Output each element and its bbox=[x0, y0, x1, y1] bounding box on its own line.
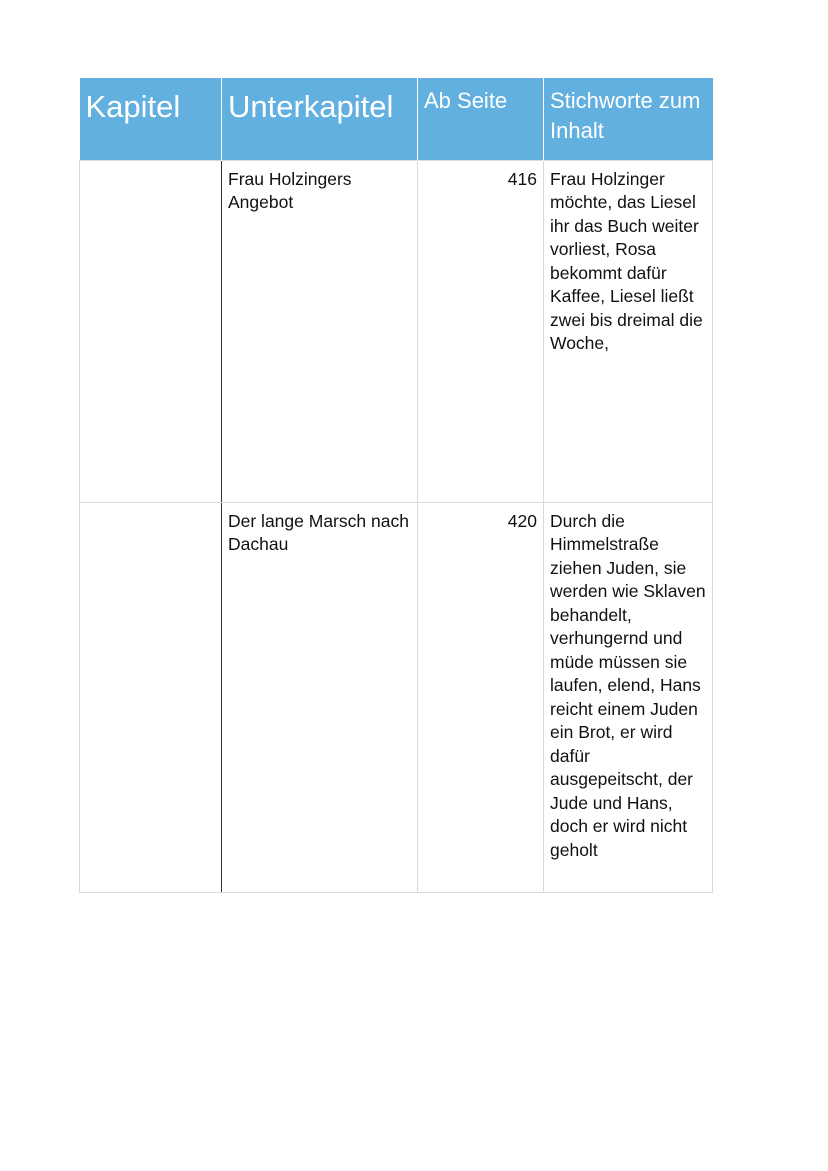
header-stichworte: Stichworte zum Inhalt bbox=[544, 78, 713, 160]
cell-unterkapitel: Der lange Marsch nach Dachau bbox=[222, 502, 418, 892]
table-header-row bbox=[80, 78, 713, 160]
document-page bbox=[79, 78, 712, 893]
cell-unterkapitel: Frau Holzingers Angebot bbox=[222, 160, 418, 502]
cell-stichworte: Frau Holzinger möchte, das Liesel ihr das Buch weiter vorliest, Rosa bekommt dafür Kaffee, Liesel ließt zwei bis dreimal die Woche, bbox=[544, 160, 713, 502]
header-unterkapitel: Unterkapitel bbox=[222, 78, 418, 160]
chapter-table bbox=[79, 78, 713, 893]
table-row bbox=[80, 160, 713, 502]
header-kapitel: Kapitel bbox=[80, 78, 222, 160]
header-ab-seite: Ab Seite bbox=[418, 78, 544, 160]
table-row bbox=[80, 502, 713, 892]
cell-ab-seite: 416 bbox=[418, 160, 544, 502]
cell-stichworte: Durch die Himmelstraße ziehen Juden, sie werden wie Sklaven behandelt, verhungernd und müde müssen sie laufen, elend, Hans reicht einem Juden ein Brot, er wird dafür ausgepeitscht, der Jude und Hans, doch er wird nicht geholt bbox=[544, 502, 713, 892]
cell-ab-seite: 420 bbox=[418, 502, 544, 892]
cell-kapitel bbox=[80, 502, 222, 892]
cell-kapitel bbox=[80, 160, 222, 502]
